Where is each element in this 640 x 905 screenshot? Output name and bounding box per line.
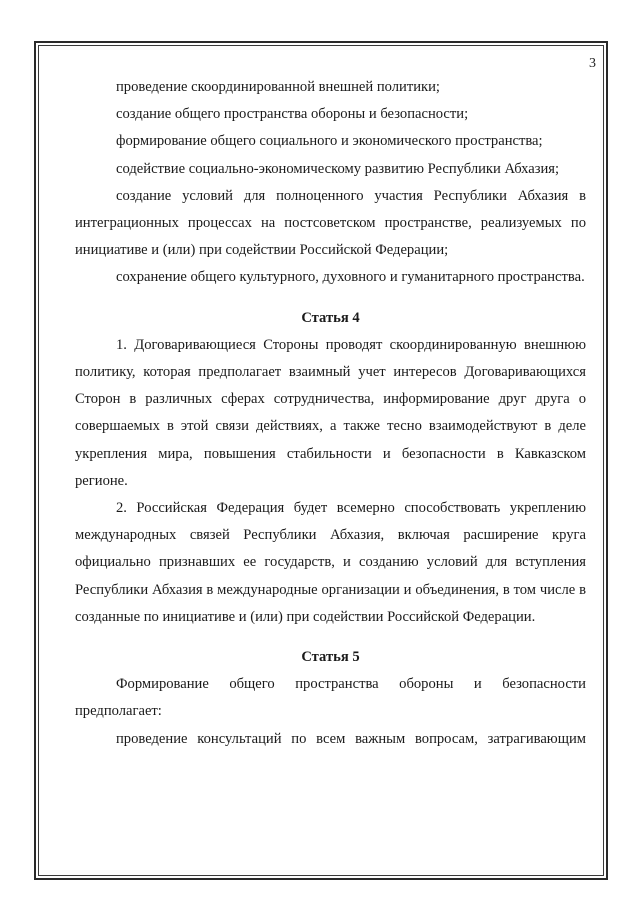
article-5-heading: Статья 5: [301, 649, 360, 666]
article-5-consultations: проведение консультаций по всем важным вопросам, затрагивающим: [116, 730, 586, 747]
paragraph-defense-space: создание общего пространства обороны и безопасности;: [116, 106, 469, 123]
paragraph-foreign-policy: проведение скоординированной внешней политики;: [116, 79, 440, 95]
paragraph-development-assistance: содействие социально-экономическому развитию Республики Абхазия;: [116, 160, 560, 177]
article-4-clause-1: 1. Договаривающиеся Стороны проводят скоординированную внешнюю политику, которая предполагает взаимный учет интересов Договаривающихся Сторон в различных сферах сотрудничества, информирование друг друга о совершаемых в этой связи действиях, а также тесно взаимодействуют в деле укрепления мира, повышения стабильности и безопасности в Кавказском регионе.: [75, 336, 586, 489]
article-4-heading: Статья 4: [301, 309, 360, 326]
paragraph-cultural-space: сохранение общего культурного, духовного и гуманитарного пространства.: [116, 269, 585, 286]
article-4-clause-2: 2. Российская Федерация будет всемерно способствовать укреплению международных связей Республики Абхазия, включая расширение круга официально признавших ее государств, и созданию условий для вступления Республики Абхазия в международные организации и объединения, в том числе в созданные по инициативе и (или) при содействии Российской Федерации.: [75, 500, 586, 625]
document-body: [75, 74, 586, 753]
article-5-intro: Формирование общего пространства обороны и безопасности предполагает:: [75, 676, 586, 720]
paragraph-integration-conditions: создание условий для полноценного участия Республики Абхазия в интеграционных процессах на постсоветском пространстве, реализуемых по инициативе и (или) при содействии Российской Федерации;: [75, 187, 586, 259]
page-number: 3: [589, 56, 596, 71]
paragraph-social-economic-space: формирование общего социального и экономического пространства;: [116, 133, 543, 150]
